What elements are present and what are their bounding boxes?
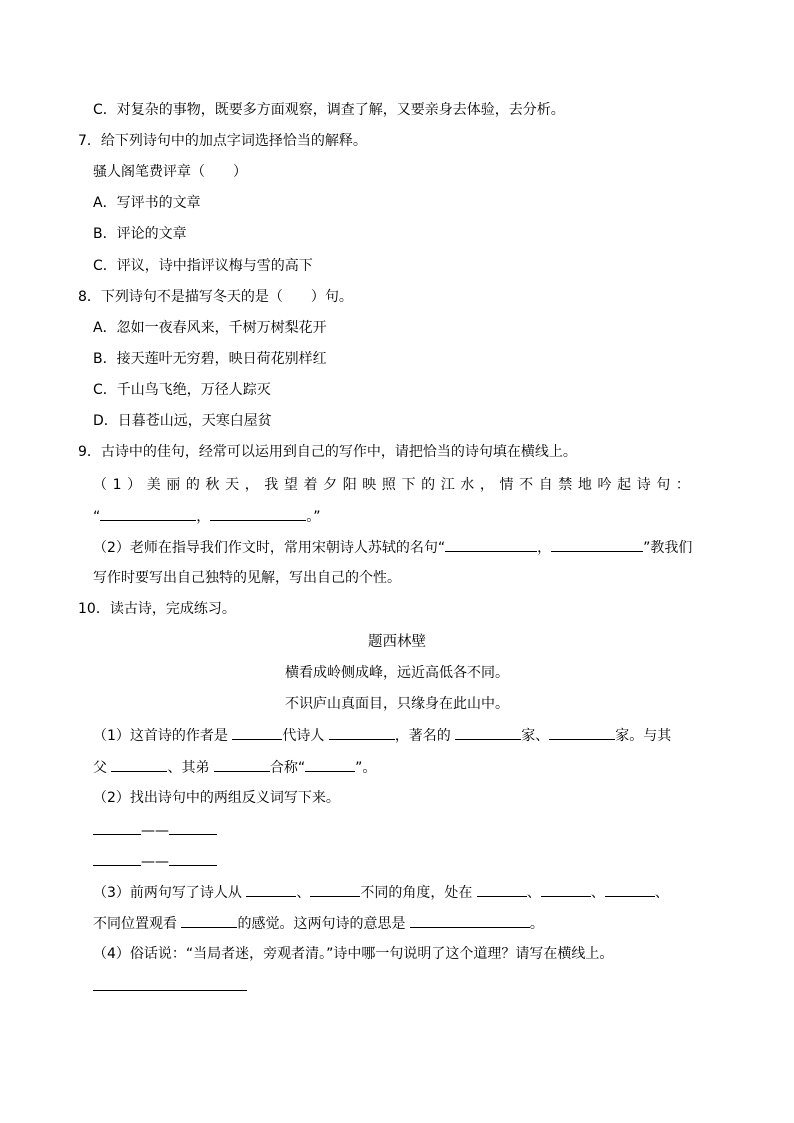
q7-option-a: A．写评书的文章 <box>93 195 201 211</box>
q10-part3-line1 <box>93 882 669 903</box>
position-blank-2[interactable] <box>541 882 591 897</box>
meaning-blank[interactable] <box>410 913 530 928</box>
q9-stem: 9．古诗中的佳句，经常可以运用到自己的写作中，请把恰当的诗句填在横线上。 <box>78 444 577 460</box>
q10-part3-sep-3: 、 <box>590 885 605 901</box>
q10-part3-sep-1: 、 <box>296 885 311 901</box>
angle-blank-2[interactable] <box>310 882 360 897</box>
brother-name-blank[interactable] <box>214 757 270 772</box>
verse-answer-blank[interactable] <box>93 976 247 991</box>
title-blank-1[interactable] <box>455 725 521 740</box>
antonym-pair-1 <box>93 820 217 841</box>
poem-line-2: 不识庐山真面目，只缘身在此山中。 <box>285 696 509 712</box>
q9-part1-blank-1[interactable] <box>100 506 196 521</box>
q10-part1-line1 <box>93 725 671 746</box>
antonym-2b-blank[interactable] <box>169 851 217 866</box>
poem-line-1: 横看成岭侧成峰，远近高低各不同。 <box>285 665 509 681</box>
dynasty-blank[interactable] <box>232 725 282 740</box>
q10-part3-sep-2: 、 <box>526 885 541 901</box>
q10-stem: 10．读古诗，完成练习。 <box>78 601 236 617</box>
q9-part2-blank-2[interactable] <box>551 537 643 552</box>
q9-part1-open-quote: “ <box>93 509 101 525</box>
q10-part1-text-h: 合称“ <box>269 760 306 776</box>
q7-option-c: C．评议，诗中指评议梅与雪的高下 <box>93 258 313 274</box>
title-blank-2[interactable] <box>549 725 615 740</box>
q10-part1-text-c: ，著名的 <box>394 728 456 744</box>
q10-part3-text-b: 不同的角度，处在 <box>360 885 477 901</box>
antonym-1a-blank[interactable] <box>93 820 141 835</box>
antonym-2a-blank[interactable] <box>93 851 141 866</box>
q8-option-c: C．千山鸟飞绝，万径人踪灭 <box>93 382 271 398</box>
q7-stem: 7．给下列诗句中的加点字词选择恰当的解释。 <box>78 133 367 149</box>
q8-option-b: B．接天莲叶无穷碧，映日荷花别样红 <box>93 351 327 367</box>
q8-option-d: D．日暮苍山远，天寒白屋贫 <box>93 413 272 429</box>
poem-title: 题西林壁 <box>368 634 426 650</box>
q10-part3-text-c: 不同位置观看 <box>93 916 182 932</box>
q9-part2 <box>93 537 692 558</box>
position-blank-1[interactable] <box>477 882 527 897</box>
q10-part1-text-a: （1）这首诗的作者是 <box>93 728 233 744</box>
q10-part1-text-d: 家、 <box>521 728 550 744</box>
q10-part1-text-i: ”。 <box>355 760 377 776</box>
q10-part3-sep-4: 、 <box>654 885 669 901</box>
q9-part2-blank-1[interactable] <box>445 537 537 552</box>
feeling-blank[interactable] <box>181 913 237 928</box>
q9-part2-continued: 写作时要写出自己独特的见解，写出自己的个性。 <box>93 570 401 586</box>
antonym-pair-2-dash: —— <box>141 854 169 870</box>
q10-part3-line2 <box>93 913 544 934</box>
q10-part3-text-a: （3）前两句写了诗人从 <box>93 885 247 901</box>
angle-blank-1[interactable] <box>246 882 296 897</box>
q10-part4-answer-line <box>93 976 247 997</box>
q9-part1-close-quote: 。” <box>306 509 321 525</box>
q10-part1-text-f: 父 <box>93 760 112 776</box>
q9-part1-blank-2[interactable] <box>210 506 306 521</box>
q9-part1-comma: ， <box>196 509 211 525</box>
q10-part1-line2 <box>93 757 376 778</box>
q10-part1-text-g: 、其弟 <box>167 760 214 776</box>
q9-part2-text-a: （2）老师在指导我们作文时，常用宋朝诗人苏轼的名句“ <box>93 540 446 556</box>
antonym-pair-2 <box>93 851 217 872</box>
position-blank-3[interactable] <box>605 882 655 897</box>
q7-option-b: B．评论的文章 <box>93 226 187 242</box>
q6-option-c: C．对复杂的事物，既要多方面观察，调查了解，又要亲身去体验，去分析。 <box>93 102 565 118</box>
q10-part3-text-d: 的感觉。这两句诗的意思是 <box>237 916 410 932</box>
q10-part3-text-e: 。 <box>529 916 544 932</box>
antonym-1b-blank[interactable] <box>169 820 217 835</box>
q9-part2-comma: ， <box>537 540 552 556</box>
father-name-blank[interactable] <box>111 757 167 772</box>
q8-stem: 8．下列诗句不是描写冬天的是（ ）句。 <box>78 289 353 305</box>
poet-name-blank[interactable] <box>329 725 395 740</box>
q10-part1-text-b: 代诗人 <box>282 728 329 744</box>
q9-part1-answer <box>93 506 321 527</box>
q10-part2-prompt: （2）找出诗句中的两组反义词写下来。 <box>93 790 340 806</box>
antonym-pair-1-dash: —— <box>141 823 169 839</box>
q7-sub-question: 骚人阁笔费评章（ ） <box>93 164 247 180</box>
group-name-blank[interactable] <box>305 757 355 772</box>
q9-part1-prompt: （1）美丽的秋天，我望着夕阳映照下的江水，情不自禁地吟起诗句： <box>93 477 696 493</box>
q10-part1-text-e: 家。与其 <box>615 728 672 744</box>
q10-part4-prompt: （4）俗话说：“当局者迷，旁观者清。”诗中哪一句说明了这个道理？请写在横线上。 <box>93 946 614 962</box>
q9-part2-text-b: ”教我们 <box>643 540 693 556</box>
q8-option-a: A．忽如一夜春风来，千树万树梨花开 <box>93 320 327 336</box>
